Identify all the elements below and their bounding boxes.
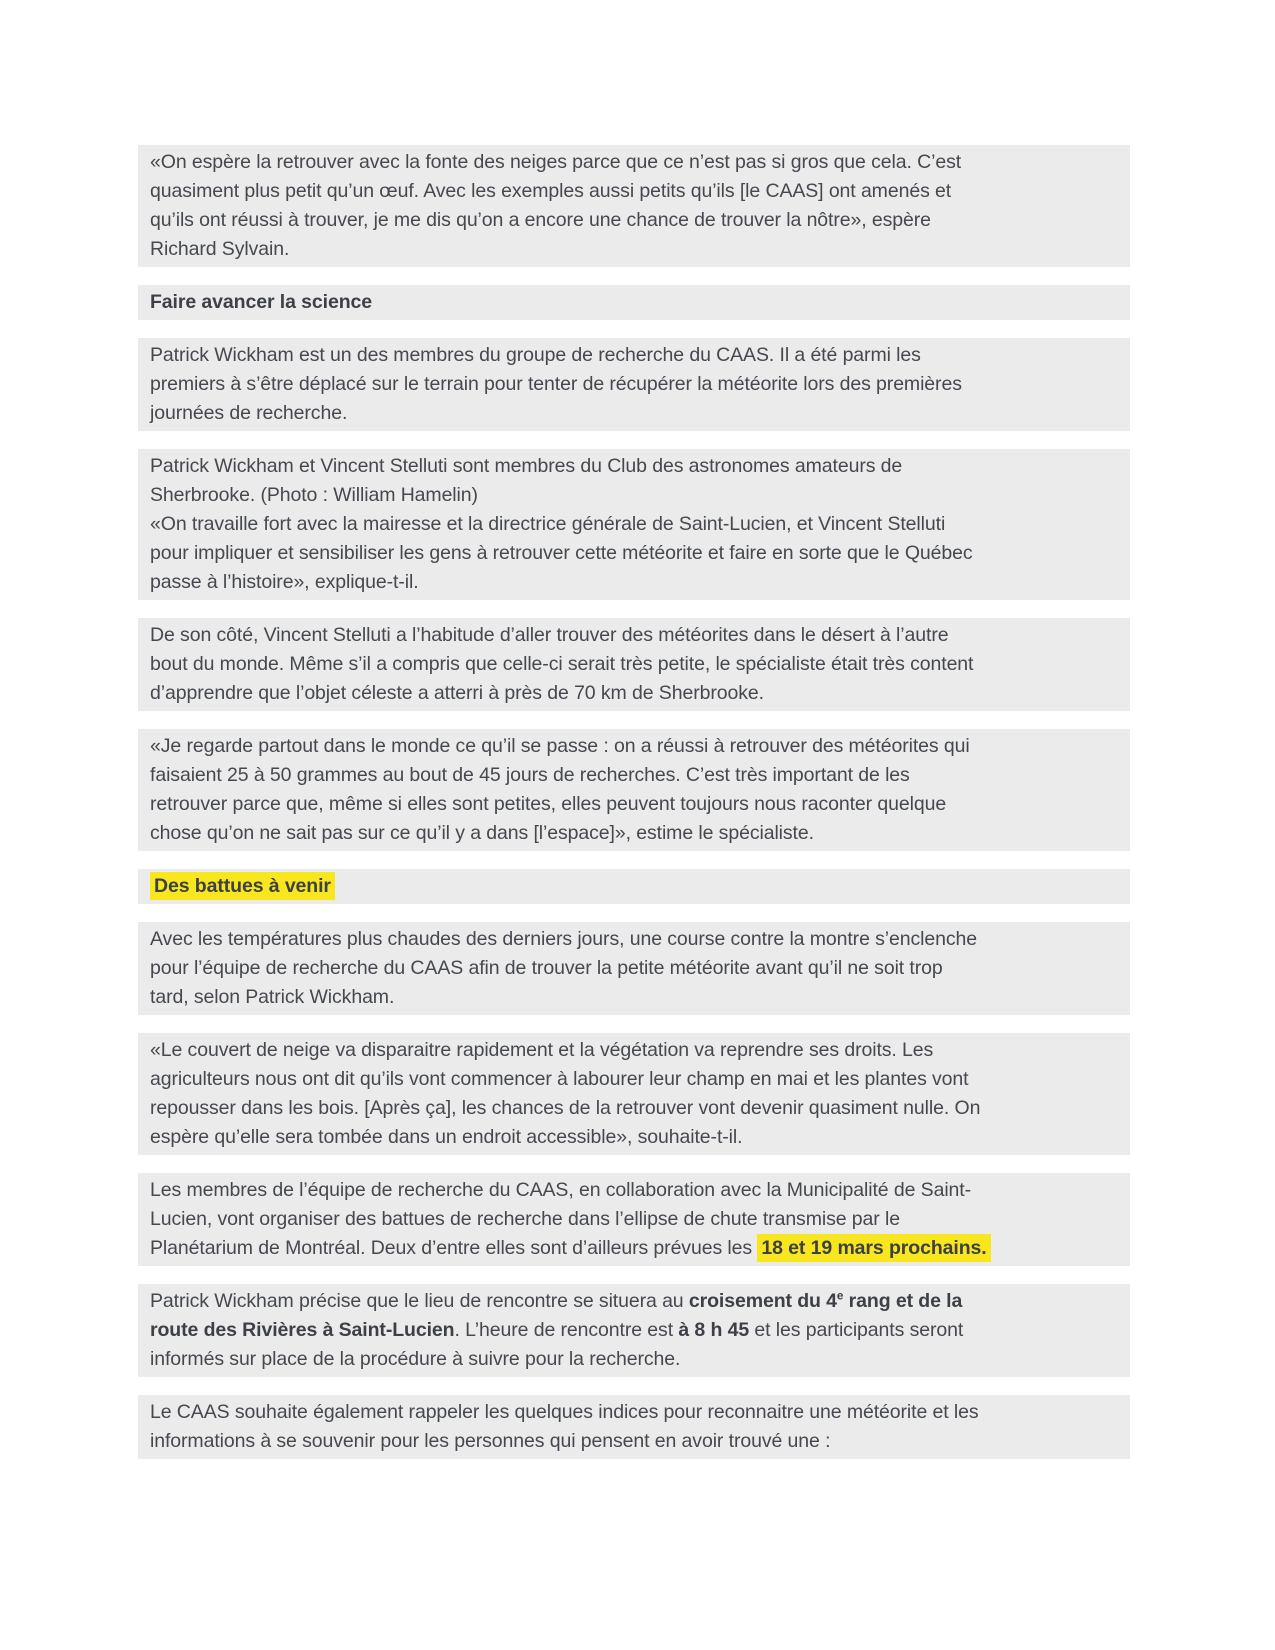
section-heading: [138, 869, 1130, 904]
text-run: «Je regarde partout dans le monde ce qu’il se passe : on a réussi à retrouver des météorites qui: [150, 735, 970, 757]
highlighted-text: 18 et 19 mars prochains.: [757, 1234, 990, 1262]
bold-text: Faire avancer la science: [150, 291, 373, 313]
paragraph: [138, 1284, 1130, 1377]
text-run: Patrick Wickham est un des membres du groupe de recherche du CAAS. Il a été parmi les: [150, 344, 921, 366]
paragraph: [138, 729, 1130, 851]
text-run: bout du monde. Même s’il a compris que celle-ci serait très petite, le spécialiste était très content: [150, 653, 974, 675]
paragraph: [138, 618, 1130, 711]
text-run: espère qu’elle sera tombée dans un endroit accessible», souhaite-t-il.: [150, 1126, 743, 1148]
text-run: agriculteurs nous ont dit qu’ils vont commencer à labourer leur champ en mai et les plantes vont: [150, 1068, 969, 1090]
text-run: Lucien, vont organiser des battues de recherche dans l’ellipse de chute transmise par le: [150, 1208, 900, 1230]
bold-text: croisement du 4: [688, 1290, 837, 1312]
text-run: journées de recherche.: [150, 402, 348, 424]
text-run: et les participants seront: [749, 1319, 964, 1341]
text-run: «On espère la retrouver avec la fonte des neiges parce que ce n’est pas si gros que cela. C’est: [150, 151, 962, 173]
text-run: passe à l’histoire», explique-t-il.: [150, 571, 419, 593]
text-run: faisaient 25 à 50 grammes au bout de 45 jours de recherches. C’est très important de les: [150, 764, 910, 786]
text-run: . L’heure de rencontre est: [454, 1319, 679, 1341]
bold-text: rang et de la: [843, 1290, 963, 1312]
text-run: tard, selon Patrick Wickham.: [150, 986, 395, 1008]
text-run: informations à se souvenir pour les personnes qui pensent en avoir trouvé une :: [150, 1430, 831, 1452]
text-run: retrouver parce que, même si elles sont petites, elles peuvent toujours nous raconter quelque: [150, 793, 947, 815]
text-run: Avec les températures plus chaudes des derniers jours, une course contre la montre s’enclenche: [150, 928, 978, 950]
text-run: repousser dans les bois. [Après ça], les chances de la retrouver vont devenir quasiment nulle. On: [150, 1097, 981, 1119]
text-run: Sherbrooke. (Photo : William Hamelin): [150, 484, 478, 506]
text-run: pour impliquer et sensibiliser les gens à retrouver cette météorite et faire en sorte que le Québec: [150, 542, 973, 564]
section-heading: [138, 285, 1130, 320]
text-run: Le CAAS souhaite également rappeler les quelques indices pour reconnaitre une météorite et les: [150, 1401, 979, 1423]
paragraph: [138, 338, 1130, 431]
highlighted-text: Des battues à venir: [150, 872, 335, 900]
paragraph: [138, 1395, 1130, 1459]
text-run: Patrick Wickham précise que le lieu de rencontre se situera au: [150, 1290, 689, 1312]
text-run: chose qu’on ne sait pas sur ce qu’il y a dans [l’espace]», estime le spécialiste.: [150, 822, 814, 844]
text-run: informés sur place de la procédure à suivre pour la recherche.: [150, 1348, 681, 1370]
text-run: d’apprendre que l’objet céleste a atterri à près de 70 km de Sherbrooke.: [150, 682, 764, 704]
paragraph: [138, 922, 1130, 1015]
text-run: qu’ils ont réussi à trouver, je me dis qu’on a encore une chance de trouver la nôtre», espère: [150, 209, 931, 231]
bold-text: e: [836, 1289, 844, 1303]
paragraph: [138, 145, 1130, 267]
bold-text: à 8 h 45: [678, 1319, 750, 1341]
text-run: quasiment plus petit qu’un œuf. Avec les exemples aussi petits qu’ils [le CAAS] ont amenés et: [150, 180, 952, 202]
text-run: Patrick Wickham et Vincent Stelluti sont membres du Club des astronomes amateurs de: [150, 455, 903, 477]
text-run: Richard Sylvain.: [150, 238, 290, 260]
bold-text: route des Rivières à Saint-Lucien: [150, 1319, 455, 1341]
paragraph: [138, 1033, 1130, 1155]
paragraph: [138, 1173, 1130, 1266]
text-run: pour l’équipe de recherche du CAAS afin de trouver la petite météorite avant qu’il ne soit trop: [150, 957, 943, 979]
article-body: [138, 145, 1130, 1477]
text-run: De son côté, Vincent Stelluti a l’habitude d’aller trouver des météorites dans le désert à l’autre: [150, 624, 949, 646]
text-run: premiers à s’être déplacé sur le terrain pour tenter de récupérer la météorite lors des premières: [150, 373, 962, 395]
text-run: «Le couvert de neige va disparaitre rapidement et la végétation va reprendre ses droits. Les: [150, 1039, 934, 1061]
text-run: «On travaille fort avec la mairesse et la directrice générale de Saint-Lucien, et Vincent Stelluti: [150, 513, 946, 535]
text-run: Planétarium de Montréal. Deux d’entre elles sont d’ailleurs prévues les: [150, 1237, 758, 1259]
text-run: Les membres de l’équipe de recherche du CAAS, en collaboration avec la Municipalité de Saint-: [150, 1179, 972, 1201]
paragraph: [138, 449, 1130, 600]
